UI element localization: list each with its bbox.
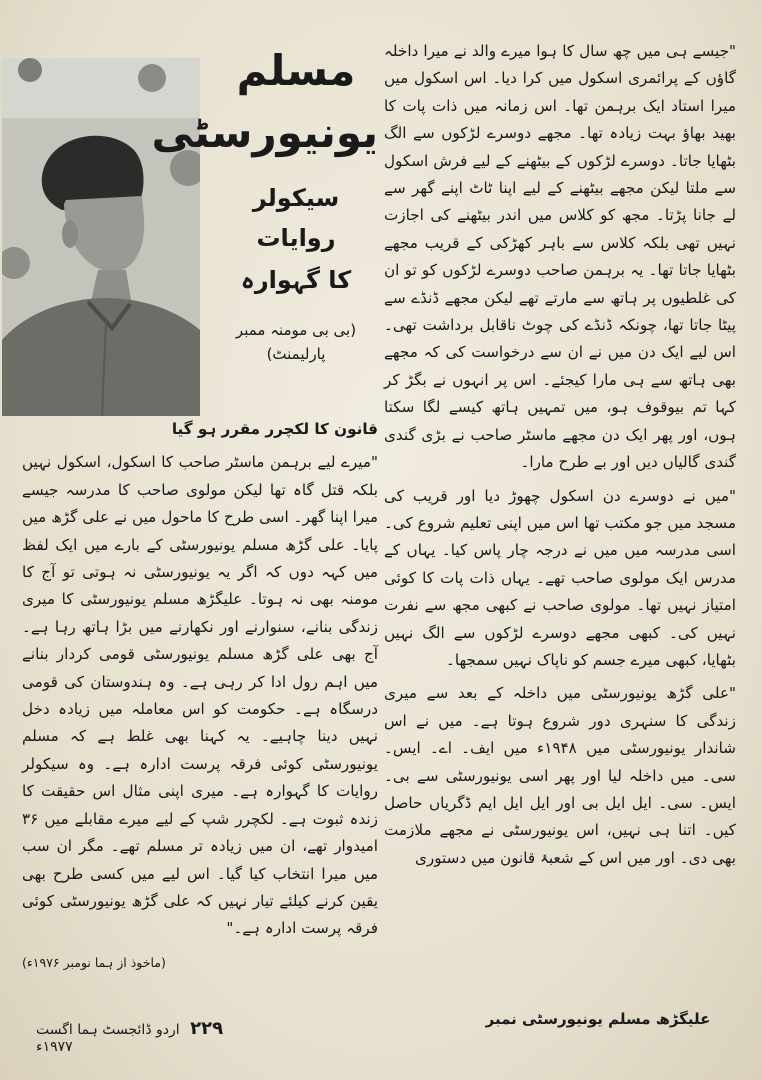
headline-title-line2: یونیورسٹی [151,108,378,157]
section-subheading: قانون کا لکچرر مقرر ہو گیا [171,420,378,438]
page-number: ۲۲۹ [190,1018,224,1039]
headline-byline: (بی بی مومنہ ممبر پارلیمنٹ) [235,321,357,363]
source-citation: (ماخوذ از ہما نومبر ۱۹۷۶ء) [22,954,166,970]
footer-publication: اردو ڈائجسٹ ہما اگست ۱۹۷۷ء [36,1022,180,1055]
article-paragraph: "میں نے دوسرے دن اسکول چھوڑ دیا اور قریب کی مسجد میں جو مکتب تھا اس میں اپنی تعلیم شروع کی۔ اسی مدرسہ میں میں نے درجہ چار پاس کیا۔ یہاں کے مدرس ایک مولوی صاحب تھے۔ یہاں ذات پات کا کوئی امتیاز نہیں تھا۔ مولوی صاحب نے کبھی مجھ سے نفرت نہیں کی۔ کبھی مجھے دوسرے لڑکوں سے الگ نہیں بٹھایا، کبھی میرے جسم کو ناپاک نہیں سمجھا۔ [384,486,736,669]
headline-subtitle-line1: سیکولر روایات [252,184,340,252]
headline-title-line1: مسلم [236,46,356,95]
article-right-column [384,38,736,878]
headline-block [151,40,378,366]
article-paragraph: "علی گڑھ یونیورسٹی میں داخلہ کے بعد سے میری زندگی کا سنہری دور شروع ہوتا ہے۔ میں نے اس شاندار یونیورسٹی میں ۱۹۴۸ء میں ایف۔ اے۔ ایس۔ سی۔ میں داخلہ لیا اور پھر اسی یونیورسٹی سے بی۔ ایس۔ سی۔ ایل ایل بی اور ایل ایل ایم ڈگریاں حاصل کیں۔ اتنا ہی نہیں، اس یونیورسٹی نے مجھے ملازمت بھی دی۔ اور میں اس کے شعبۂ قانون میں دستوری [384,684,736,867]
article-paragraph: "میرے لیے برہمن ماسٹر صاحب کا اسکول، اسکول نہیں بلکہ قتل گاہ تھا لیکن مولوی صاحب کا مدرسہ جیسے میرا اپنا گھر۔ اسی طرح کا ماحول میں نے علی گڑھ میں پایا۔ علی گڑھ مسلم یونیورسٹی کے بارے میں ایک لفظ میں کہہ دوں کہ اگر یہ یونیورسٹی نہ ہوتی تو آج کا مومنہ بھی نہ ہوتا۔ علیگڑھ مسلم یونیورسٹی کا میری زندگی بنانے، سنوارنے اور نکھارنے میں بڑا ہاتھ رہا ہے۔ آج بھی علی گڑھ مسلم یونیورسٹی قومی کردار بنانے میں اہم رول ادا کر رہی ہے۔ وہ ہندوستان کی قومی درسگاہ ہے۔ حکومت کو اس معاملہ میں زیادہ دخل نہیں دینا چاہیے۔ یہ کہنا بھی غلط ہے کہ مسلم یونیورسٹی کوئی فرقہ پرست ادارہ ہے۔ وہ سیکولر روایات کا گہوارہ ہے۔ میری اپنی مثال اس حقیقت کا زندہ ثبوت ہے۔ لکچرر شپ کے لیے میرے مقابلے میں ۳۶ امیدوار تھے، ان میں زیادہ تر مسلم تھے۔ مگر ان سب میں میرا انتخاب کیا گیا۔ اس لیے میں کسی طرح بھی یقین کرنے کیلئے تیار نہیں کہ علی گڑھ یونیورسٹی کوئی فرقہ پرست ادارہ ہے۔" [22,453,378,938]
page-footer [36,1018,236,1055]
article-left-column [22,416,378,982]
section-signature: علیگڑھ مسلم یونیورسٹی نمبر [485,1010,711,1028]
article-paragraph: "جیسے ہی میں چھ سال کا ہوا میرے والد نے میرا داخلہ گاؤں کے پرائمری اسکول میں کرا دیا۔ اس اسکول میں میرا استاد ایک برہمن تھا۔ اس زمانہ میں ذات پات کا بھید بھاؤ بہت زیادہ تھا۔ مجھے دوسرے لڑکوں سے الگ بٹھایا جاتا۔ دوسرے لڑکوں کے بیٹھنے کے لیے فرش اسکول سے ملتا لیکن مجھے بیٹھنے کے لیے اپنا ٹاٹ اپنے گھر سے لے جانا پڑتا۔ مجھ کو کلاس میں اندر بیٹھنے کی اجازت نہیں تھی بلکہ کلاس سے باہر کھڑکی کے قریب مجھے بٹھایا جاتا تھا۔ یہ برہمن صاحب دوسرے لڑکوں کو تو ان کی غلطیوں پر ہاتھ سے مارتے تھے لیکن مجھے ڈنڈے سے پیٹا جاتا تھا، چونکہ ڈنڈے کی چوٹ ناقابل برداشت تھی۔ اس لیے ایک دن میں نے ان سے درخواست کی کہ مجھے بھی ہاتھ سے ہی مارا کیجئے۔ اس پر انہوں نے بگڑ کر کہا تم بیوقوف ہو، میں تمہیں ہاتھ کیسے لگا سکتا ہوں، اور پھر ایک دن مجھے ماسٹر صاحب نے بڑی گندی گندی گالیاں دیں اور بے طرح مارا۔ [384,42,736,472]
headline-subtitle-line2: کا گہوارہ [240,266,352,294]
